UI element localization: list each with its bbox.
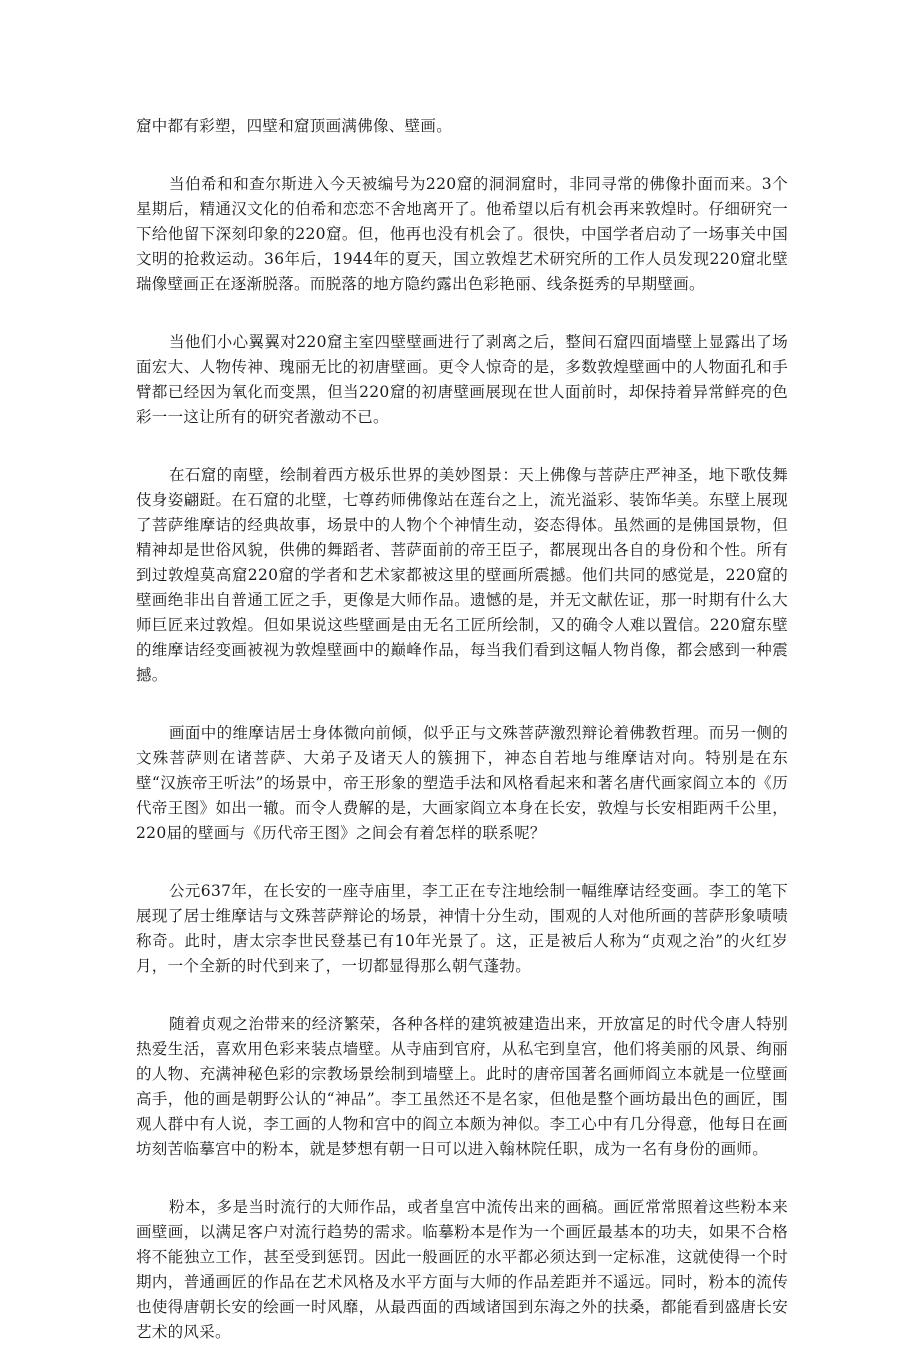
paragraph-6: 公元637年，在长安的一座寺庙里，李工正在专注地绘制一幅维摩诘经变画。李工的笔下展现了居士维摩诘与文殊菩萨辩论的场景，神情十分生动，围观的人对他所画的菩萨形象啧啧称奇。此时，唐太宗李世民登基已有10年光景了。这，正是被后人称为“贞观之治”的火红岁月，一个全新的时代到来了，一切都显得那么朝气蓬勃。 [136,882,788,975]
paragraph-4: 在石窟的南壁，绘制着西方极乐世界的美妙图景：天上佛像与菩萨庄严神圣，地下歌伎舞伎身姿翩跹。在石窟的北壁，七尊药师佛像站在莲台之上，流光溢彩、装饰华美。东壁上展现了菩萨维摩诘的经典故事，场景中的人物个个神情生动，姿态得体。虽然画的是佛国景物，但精神却是世俗风貌，供佛的舞蹈者、菩萨面前的帝王臣子，都展现出各自的身份和个性。所有到过敦煌莫高窟220窟的学者和艺术家都被这里的壁画所震撼。他们共同的感觉是，220窟的壁画绝非出自普通工匠之手，更像是大师作品。遗憾的是，并无文献佐证，那一时期有什么大师巨匠来过敦煌。但如果说这些壁画是由无名工匠所绘制，又的确令人难以置信。220窟东壁的维摩诘经变画被视为敦煌壁画中的巅峰作品，每当我们看到这幅人物肖像，都会感到一种震撼。 [136,466,788,684]
paragraph-8: 粉本，多是当时流行的大师作品，或者皇宫中流传出来的画稿。画匠常常照着这些粉本来画壁画，以满足客户对流行趋势的需求。临摹粉本是作为一个画匠最基本的功夫，如果不合格将不能独立工作，甚至受到惩罚。因此一般画匠的水平都必须达到一定标准，这就使得一个时期内，普通画匠的作品在艺术风格及水平方面与大师的作品差距并不遥远。同时，粉本的流传也使得唐朝长安的绘画一时风靡，从最西面的西域诸国到东海之外的扶桑，都能看到盛唐长安艺术的风采。 [136,1198,788,1341]
paragraph-2: 当伯希和和查尔斯进入今天被编号为220窟的洞洞窟时，非同寻常的佛像扑面而来。3个星期后，精通汉文化的伯希和恋恋不舍地离开了。他希望以后有机会再来敦煌时。仔细研究一下给他留下深刻印象的220窟。但，他再也没有机会了。很快，中国学者启动了一场事关中国文明的抢救运动。36年后，1944年的夏天，国立敦煌艺术研究所的工作人员发现220窟北壁瑞像壁画正在逐渐脱落。而脱落的地方隐约露出色彩艳丽、线条挺秀的早期壁画。 [136,175,788,293]
paragraph-5: 画面中的维摩诘居士身体微向前倾，似乎正与文殊菩萨激烈辩论着佛教哲理。而另一侧的文殊菩萨则在诸菩萨、大弟子及诸天人的簇拥下，神态自若地与维摩诘对向。特别是在东壁“汉族帝王听法”的场景中，帝王形象的塑造手法和风格看起来和著名唐代画家阎立本的《历代帝王图》如出一辙。而令人费解的是，大画家阎立本身在长安，敦煌与长安相距两千公里，220届的壁画与《历代帝王图》之间会有着怎样的联系呢？ [136,724,788,842]
paragraph-1: 窟中都有彩塑，四壁和窟顶画满佛像、壁画。 [136,117,453,135]
paragraph-3: 当他们小心翼翼对220窟主室四壁壁画进行了剥离之后，整间石窟四面墙壁上显露出了场面宏大、人物传神、瑰丽无比的初唐壁画。更令人惊奇的是，多数敦煌壁画中的人物面孔和手臂都已经因为氧化而变黑，但当220窟的初唐壁画展现在世人面前时，却保持着异常鲜亮的色彩一一这让所有的研究者激动不已。 [136,333,788,426]
paragraph-7: 随着贞观之治带来的经济繁荣，各种各样的建筑被建造出来，开放富足的时代令唐人特别热爱生活，喜欢用色彩来装点墙壁。从寺庙到官府，从私宅到皇宫，他们将美丽的风景、绚丽的人物、充满神秘色彩的宗教场景绘制到墙壁上。此时的唐帝国著名画师阎立本就是一位壁画高手，他的画是朝野公认的“神品”。李工虽然还不是名家，但他是整个画坊最出色的画匠，围观人群中有人说，李工画的人物和宫中的阎立本颇为神似。李工心中有几分得意，他每日在画坊刻苦临摹宫中的粉本，就是梦想有朝一日可以进入翰林院任职，成为一名有身份的画师。 [136,1015,788,1158]
